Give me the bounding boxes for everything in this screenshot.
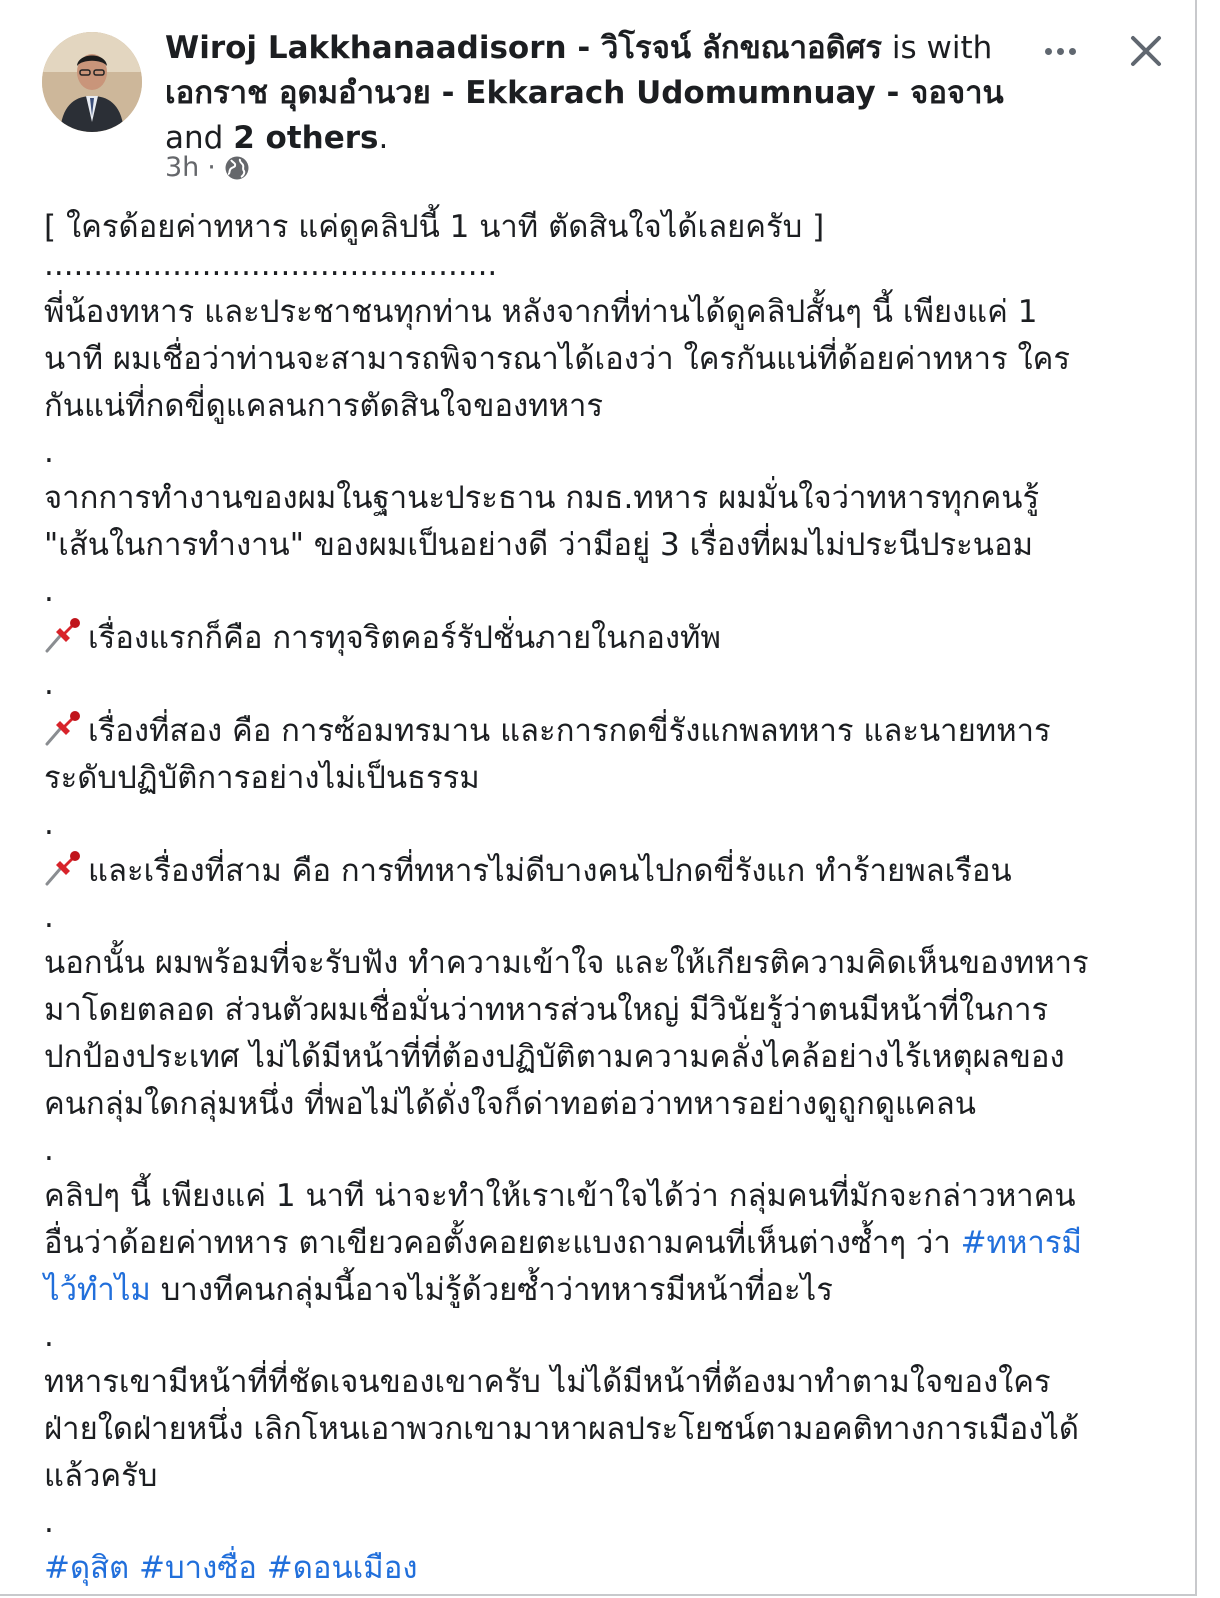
pin-point-2 bbox=[44, 707, 1174, 755]
paragraph-line: นาที ผมเชื่อว่าท่านจะสามารถพิจารณาได้เองว่า ใครกันแน่ที่ด้อยค่าทหาร ใคร bbox=[44, 341, 1071, 377]
avatar-image bbox=[42, 32, 142, 132]
pin-point-1 bbox=[44, 614, 1174, 662]
hashtag-link[interactable]: #ดอนเมือง bbox=[266, 1550, 418, 1586]
paragraph-line: มาโดยตลอด ส่วนตัวผมเชื่อมั่นว่าทหารส่วนใหญ่ มีวินัยรู้ว่าตนมีหน้าที่ในการ bbox=[44, 992, 1049, 1028]
close-button[interactable] bbox=[1125, 30, 1167, 72]
avatar[interactable] bbox=[42, 32, 142, 132]
paragraph-line: ระดับปฏิบัติการอย่างไม่เป็นธรรม bbox=[44, 760, 480, 796]
hashtag-link[interactable]: #ดุสิต bbox=[44, 1550, 130, 1586]
paragraph-line bbox=[44, 1220, 1174, 1267]
tagged-person[interactable]: เอกราช อุดมอำนวย - Ekkarach Udomumnuay - จอจาน bbox=[165, 75, 1004, 111]
paragraph-line: นอกนั้น ผมพร้อมที่จะรับฟัง ทำความเข้าใจ และให้เกียรติความคิดเห็นของทหาร bbox=[44, 945, 1089, 981]
post-body bbox=[44, 204, 1174, 1592]
separator-dot: . bbox=[44, 434, 54, 470]
post-title: [ ใครด้อยค่าทหาร แค่ดูคลิปนี้ 1 นาที ตัดสินใจได้เลยครับ ] bbox=[44, 209, 825, 245]
others-link[interactable]: 2 others bbox=[233, 120, 379, 156]
paragraph-line: จากการทำงานของผมในฐานะประธาน กมธ.ทหาร ผมมั่นใจว่าทหารทุกคนรู้ bbox=[44, 480, 1040, 516]
more-dots-icon bbox=[1045, 48, 1052, 55]
pin-point-text: เรื่องที่สอง คือ การซ้อมทรมาน และการกดขี่รังแกพลทหาร และนายทหาร bbox=[88, 713, 1051, 749]
close-icon bbox=[1125, 30, 1167, 72]
paragraph-line: คลิปๆ นี้ เพียงแค่ 1 นาที น่าจะทำให้เราเข้าใจได้ว่า กลุ่มคนที่มักจะกล่าวหาคน bbox=[44, 1178, 1076, 1214]
dotted-divider: .............................................. bbox=[44, 247, 498, 283]
paragraph-line: กันแน่ที่กดขี่ดูแคลนการตัดสินใจของทหาร bbox=[44, 388, 604, 424]
pin-point-3 bbox=[44, 847, 1174, 895]
author-name[interactable]: Wiroj Lakkhanaadisorn - วิโรจน์ ลักขณาอดิศร bbox=[165, 30, 883, 66]
hashtag-link[interactable]: #ทหารมี bbox=[960, 1225, 1082, 1261]
paragraph-line bbox=[44, 1267, 1174, 1314]
paragraph-line: ทหารเขามีหน้าที่ที่ชัดเจนของเขาครับ ไม่ได้มีหน้าที่ต้องมาทำตามใจของใคร bbox=[44, 1364, 1051, 1400]
post-header bbox=[165, 26, 1015, 161]
paragraph-line: "เส้นในการทำงาน" ของผมเป็นอย่างดี ว่ามีอยู่ 3 เรื่องที่ผมไม่ประนีประนอม bbox=[44, 527, 1034, 563]
hashtag-row bbox=[44, 1545, 1174, 1592]
period-text: . bbox=[378, 120, 389, 156]
pushpin-icon bbox=[44, 707, 84, 747]
paragraph-line: คนกลุ่มใดกลุ่มหนึ่ง ที่พอไม่ได้ดั่งใจก็ด่าทอต่อว่าทหารอย่างดูถูกดูแคลน bbox=[44, 1086, 976, 1122]
paragraph-line: ปกป้องประเทศ ไม่ได้มีหน้าที่ที่ต้องปฏิบัติตามความคลั่งไคล้อย่างไร้เหตุผลของ bbox=[44, 1039, 1065, 1075]
more-dots-icon-3 bbox=[1069, 48, 1076, 55]
separator-dot: . bbox=[44, 1318, 54, 1354]
pushpin-icon bbox=[44, 614, 84, 654]
paragraph-line: พี่น้องทหาร และประชาชนทุกท่าน หลังจากที่ท่านได้ดูคลิปสั้นๆ นี้ เพียงแค่ 1 bbox=[44, 294, 1038, 330]
more-options-button[interactable] bbox=[1040, 36, 1080, 66]
separator-dot: . bbox=[44, 1504, 54, 1540]
pin-point-text: และเรื่องที่สาม คือ การที่ทหารไม่ดีบางคนไปกดขี่รังแก ทำร้ายพลเรือน bbox=[88, 853, 1012, 889]
hashtag-link[interactable]: ไว้ทำไม bbox=[44, 1272, 151, 1308]
separator-dot: . bbox=[44, 806, 54, 842]
globe-icon[interactable] bbox=[224, 155, 250, 181]
paragraph-text: อื่นว่าด้อยค่าทหาร ตาเขียวคอตั้งคอยตะแบงถามคนที่เห็นต่างซ้ำๆ ว่า bbox=[44, 1225, 961, 1261]
meta-separator: · bbox=[207, 152, 216, 183]
paragraph-text: บางทีคนกลุ่มนี้อาจไม่รู้ด้วยซ้ำว่าทหารมีหน้าที่อะไร bbox=[150, 1272, 833, 1308]
paragraph-line: แล้วครับ bbox=[44, 1458, 158, 1494]
more-dots-icon-2 bbox=[1057, 48, 1064, 55]
and-text: and bbox=[165, 120, 234, 156]
paragraph-line: ฝ่ายใดฝ่ายหนึ่ง เลิกโหนเอาพวกเขามาหาผลประโยชน์ตามอคติทางการเมืองได้ bbox=[44, 1411, 1080, 1447]
separator-dot: . bbox=[44, 899, 54, 935]
with-text: is with bbox=[882, 30, 993, 66]
separator-dot: . bbox=[44, 573, 54, 609]
pushpin-icon bbox=[44, 847, 84, 887]
pin-point-text: เรื่องแรกก็คือ การทุจริตคอร์รัปชั่นภายในกองทัพ bbox=[88, 620, 721, 656]
post-meta bbox=[165, 152, 250, 183]
hashtag-link[interactable]: #บางซื่อ bbox=[139, 1550, 257, 1586]
separator-dot: . bbox=[44, 666, 54, 702]
separator-dot: . bbox=[44, 1132, 54, 1168]
post-timestamp[interactable]: 3h bbox=[165, 152, 200, 183]
